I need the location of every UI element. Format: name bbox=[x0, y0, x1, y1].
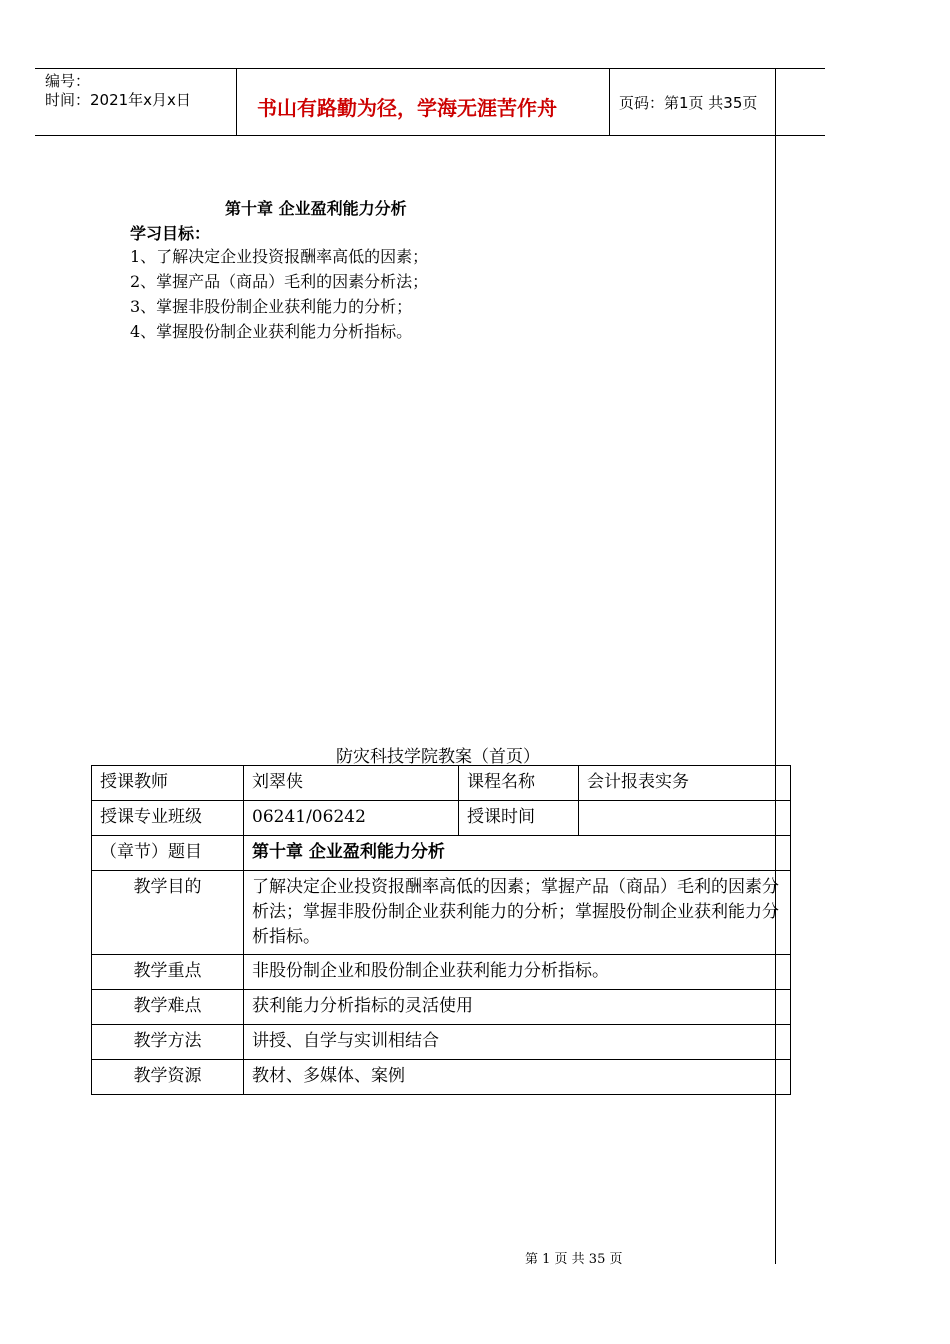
teacher-value: 刘翠侠 bbox=[244, 766, 459, 801]
objective-item: 2、掌握产品（商品）毛利的因素分析法； bbox=[130, 272, 429, 291]
header-divider-left bbox=[236, 68, 237, 136]
aim-value: 了解决定企业投资报酬率高低的因素；掌握产品（商品）毛利的因素分析法；掌握非股份制企业获利能力的分析；掌握股份制企业获利能力分析指标。 bbox=[244, 871, 791, 955]
aim-label: 教学目的 bbox=[92, 871, 244, 955]
objectives-list bbox=[130, 244, 428, 344]
header-page-number: 页码：第1页 共35页 bbox=[619, 94, 758, 112]
table-row bbox=[92, 836, 791, 871]
header-bottom-rule bbox=[35, 135, 825, 136]
document-time: 时间：2021年x月x日 bbox=[45, 91, 191, 109]
objective-item: 3、掌握非股份制企业获利能力的分析； bbox=[130, 297, 413, 316]
resource-label: 教学资源 bbox=[92, 1060, 244, 1095]
table-row bbox=[92, 1060, 791, 1095]
key-value: 非股份制企业和股份制企业获利能力分析指标。 bbox=[244, 955, 791, 990]
class-value: 06241/06242 bbox=[244, 801, 459, 836]
header-top-rule bbox=[35, 68, 825, 69]
header-divider-right bbox=[609, 68, 610, 136]
table-row bbox=[92, 871, 791, 955]
objectives-heading: 学习目标： bbox=[130, 224, 211, 243]
table-row bbox=[92, 955, 791, 990]
document-number: 编号： bbox=[45, 72, 91, 90]
method-label: 教学方法 bbox=[92, 1025, 244, 1060]
time-label: 授课时间 bbox=[459, 801, 579, 836]
table-row bbox=[92, 1025, 791, 1060]
footer-page-number: 第 1 页 共 35 页 bbox=[525, 1252, 623, 1267]
difficulty-value: 获利能力分析指标的灵活使用 bbox=[244, 990, 791, 1025]
course-value: 会计报表实务 bbox=[579, 766, 791, 801]
table-row bbox=[92, 766, 791, 801]
method-value: 讲授、自学与实训相结合 bbox=[244, 1025, 791, 1060]
objective-item: 4、掌握股份制企业获利能力分析指标。 bbox=[130, 322, 413, 341]
lesson-plan-table bbox=[91, 765, 791, 1095]
teacher-label: 授课教师 bbox=[92, 766, 244, 801]
time-value bbox=[579, 801, 791, 836]
class-label: 授课专业班级 bbox=[92, 801, 244, 836]
chapter-value: 第十章 企业盈利能力分析 bbox=[244, 836, 791, 871]
lesson-plan-caption: 防灾科技学院教案（首页） bbox=[336, 747, 540, 767]
objective-item: 1、了解决定企业投资报酬率高低的因素； bbox=[130, 247, 429, 266]
table-row bbox=[92, 990, 791, 1025]
table-row bbox=[92, 801, 791, 836]
chapter-label: （章节）题目 bbox=[92, 836, 244, 871]
chapter-title: 第十章 企业盈利能力分析 bbox=[225, 199, 407, 218]
resource-value: 教材、多媒体、案例 bbox=[244, 1060, 791, 1095]
key-label: 教学重点 bbox=[92, 955, 244, 990]
difficulty-label: 教学难点 bbox=[92, 990, 244, 1025]
header-motto: 书山有路勤为径，学海无涯苦作舟 bbox=[257, 96, 557, 120]
course-label: 课程名称 bbox=[459, 766, 579, 801]
